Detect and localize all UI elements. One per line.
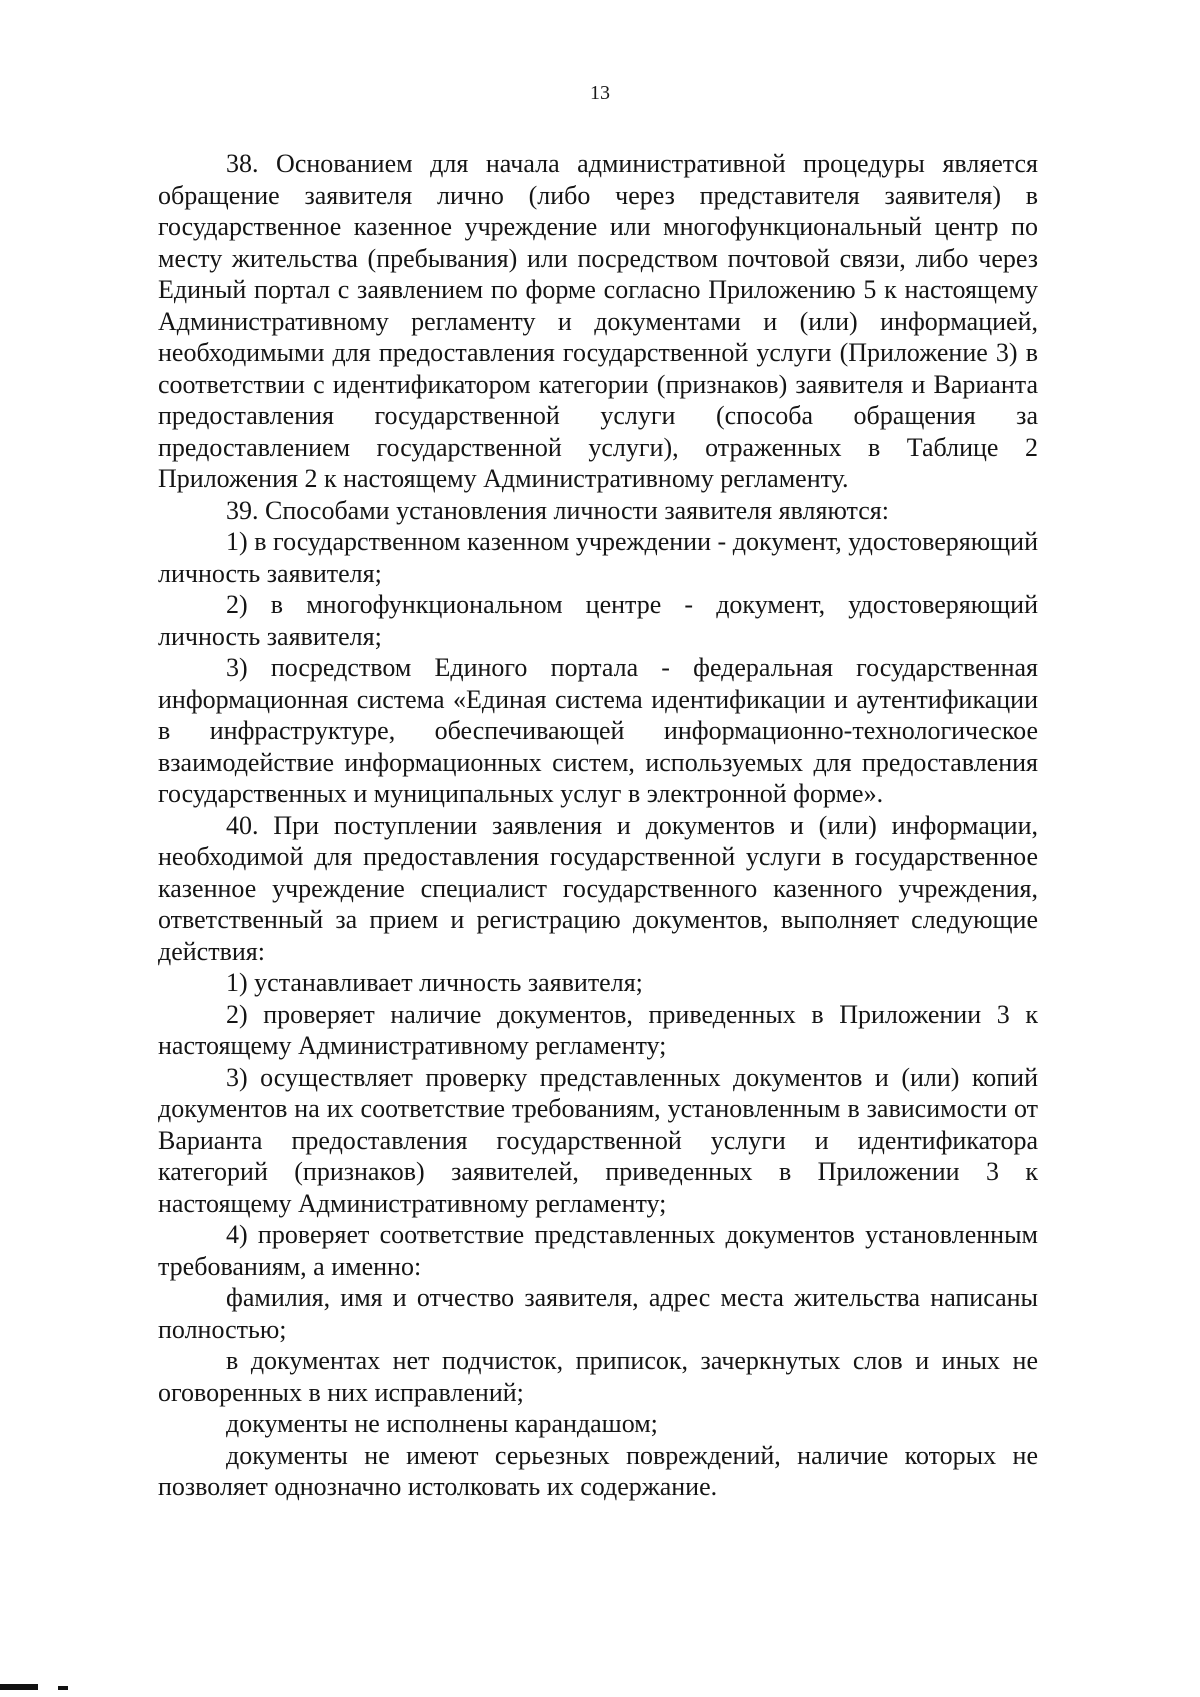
paragraph-39-item-1: 1) в государственном казенном учреждении - документ, удостоверяющий личность заявителя;: [158, 527, 1038, 588]
paragraph-40-item-3: 3) осуществляет проверку представленных документов и (или) копий документов на их соответствие требованиям, установленным в зависимости от Варианта предоставления государственной услуги и идентификатора категорий (признаков) заявителей, приведенных в Приложении 3 к настоящему Административному регламенту;: [158, 1062, 1038, 1218]
paragraph-38: 38. Основанием для начала административной процедуры является обращение заявителя лично (либо через представителя заявителя) в государственное казенное учреждение или многофункциональный центр по месту жительства (пребывания) или посредством почтовой связи, либо через Единый портал с заявлением по форме согласно Приложению 5 к настоящему Административному регламенту и документами и (или) информацией, необходимыми для предоставления государственной услуги (Приложение 3) в соответствии с идентификатором категории (признаков) заявителя и Варианта предоставления государственной услуги (способа обращения за предоставлением государственной услуги), отраженных в Таблице 2 Приложения 2 к настоящему Административному регламенту.: [158, 149, 1038, 493]
scan-edge-mark-small: [58, 1686, 68, 1690]
requirement-no-erasures: в документах нет подчисток, приписок, зачеркнутых слов и иных не оговоренных в них исправлений;: [158, 1346, 1038, 1407]
page-number: 13: [590, 82, 610, 104]
requirement-no-damage: документы не имеют серьезных повреждений, наличие которых не позволяет однозначно истолковать их содержание.: [158, 1440, 1038, 1501]
paragraph-39-item-2: 2) в многофункциональном центре - документ, удостоверяющий личность заявителя;: [158, 590, 1038, 651]
scan-edge-mark: [0, 1684, 38, 1690]
paragraph-40-item-2: 2) проверяет наличие документов, приведенных в Приложении 3 к настоящему Административному регламенту;: [158, 999, 1038, 1060]
paragraph-40-item-1: 1) устанавливает личность заявителя;: [226, 968, 643, 997]
paragraph-39-item-3: 3) посредством Единого портала - федеральная государственная информационная система «Единая система идентификации и аутентификации в инфраструктуре, обеспечивающей информационно-технологическое взаимодействие информационных систем, используемых для предоставления государственных и муниципальных услуг в электронной форме».: [158, 653, 1038, 808]
requirement-full-name: фамилия, имя и отчество заявителя, адрес места жительства написаны полностью;: [158, 1283, 1038, 1344]
paragraph-39: 39. Способами установления личности заявителя являются:: [226, 495, 889, 525]
requirement-no-pencil: документы не исполнены карандашом;: [226, 1409, 658, 1438]
paragraph-40-item-4: 4) проверяет соответствие представленных документов установленным требованиям, а именно:: [158, 1220, 1038, 1281]
paragraph-40: 40. При поступлении заявления и документов и (или) информации, необходимой для предоставления государственной услуги в государственное казенное учреждение специалист государственного казенного учреждения, ответственный за прием и регистрацию документов, выполняет следующие действия:: [158, 810, 1038, 966]
document-body: [158, 148, 1038, 1503]
